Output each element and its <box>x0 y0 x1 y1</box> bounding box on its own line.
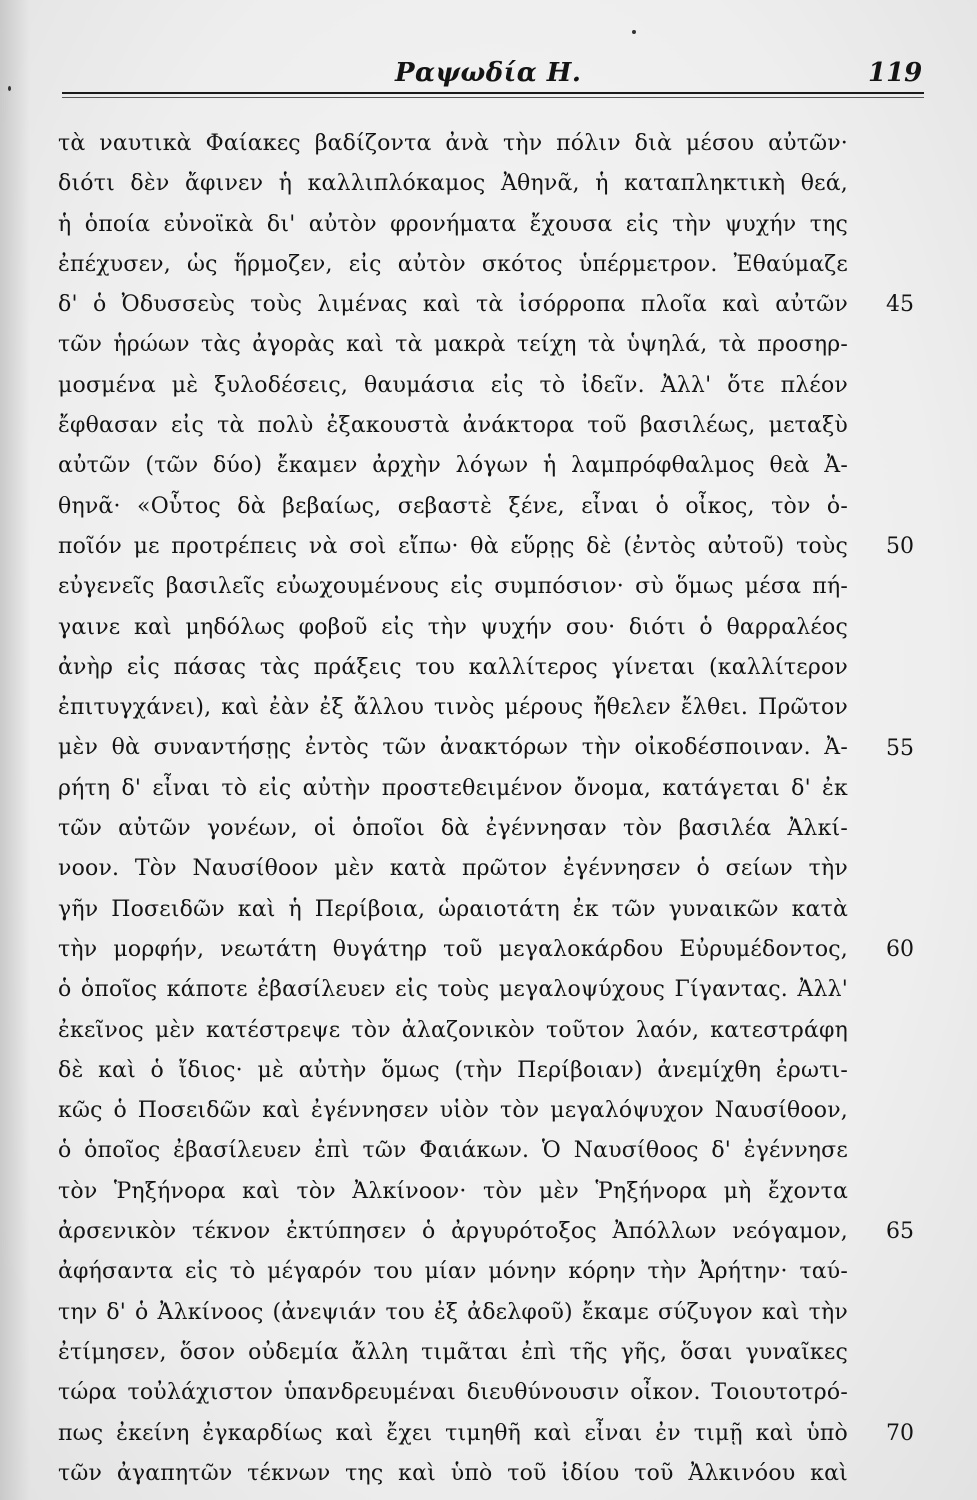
body-text <box>58 124 848 1494</box>
text-line: ρήτη δ' εἶναι τὸ εἰς αὐτὴν προστεθειμένον ὄνομα, κατάγεται δ' ἐκ <box>58 775 848 801</box>
line-number: 60 <box>886 937 914 962</box>
text-line: ἐτίμησεν, ὅσον οὐδεμία ἄλλη τιμᾶται ἐπὶ τῆς γῆς, ὅσαι γυναῖκες <box>58 1339 848 1365</box>
text-line: ποῖόν με προτρέπεις νὰ σοὶ εἴπω· θὰ εὕρῃς δὲ (ἐντὸς αὐτοῦ) τοὺς <box>58 533 848 559</box>
text-line: ἀνὴρ εἰς πάσας τὰς πράξεις του καλλίτερος γίνεται (καλλίτερον <box>58 654 848 680</box>
running-header-title: Ραψωδία Η. <box>395 58 582 88</box>
text-line: τῶν ἀγαπητῶν τέκνων της καὶ ὑπὸ τοῦ ἰδίου τοῦ Ἀλκινόου καὶ <box>58 1460 848 1486</box>
line-number: 45 <box>886 292 914 318</box>
text-line: μοσμένα μὲ ξυλοδέσεις, θαυμάσια εἰς τὸ ἰδεῖν. Ἀλλ' ὅτε πλέον <box>58 372 848 398</box>
print-speck <box>632 30 636 34</box>
text-line: δὲ καὶ ὁ ἴδιος· μὲ αὐτὴν ὅμως (τὴν Περίβοιαν) ἀνεμίχθη ἐρωτι- <box>58 1057 848 1083</box>
text-line: τὸν Ῥηξήνορα καὶ τὸν Ἀλκίνοον· τὸν μὲν Ῥηξήνορα μὴ ἔχοντα <box>58 1178 848 1204</box>
text-line: ὁ ὁποῖος κάποτε ἐβασίλευεν εἰς τοὺς μεγαλοψύχους Γίγαντας. Ἀλλ' <box>58 977 848 1003</box>
text-line: τῶν αὐτῶν γονέων, οἱ ὁποῖοι δὰ ἐγέννησαν τὸν βασιλέα Ἀλκί- <box>58 816 848 842</box>
text-line: ἐπέχυσεν, ὡς ἥρμοζεν, εἰς αὐτὸν σκότος ὑπέρμετρον. Ἐθαύμαζε <box>58 251 848 277</box>
text-line: πως ἐκείνη ἐγκαρδίως καὶ ἔχει τιμηθῆ καὶ εἶναι ἐν τιμῇ καὶ ὑπὸ <box>58 1420 848 1446</box>
text-line: αὐτῶν (τῶν δύο) ἔκαμεν ἀρχὴν λόγων ἡ λαμπρόφθαλμος θεὰ Ἀ- <box>58 453 848 479</box>
text-line: ἔφθασαν εἰς τὰ πολὺ ἐξακουστὰ ἀνάκτορα τοῦ βασιλέως, μεταξὺ <box>58 413 848 439</box>
line-number: 70 <box>886 1420 914 1446</box>
print-speck <box>8 86 11 91</box>
text-line: ἐπιτυγχάνει), καὶ ἐὰν ἐξ ἄλλου τινὸς μέρους ἤθελεν ἔλθει. Πρῶτον <box>58 695 848 721</box>
text-line: τώρα τοὐλάχιστον ὑπανδρευμέναι διευθύνουσιν οἶκον. Τοιουτοτρό- <box>58 1380 848 1406</box>
header-rule <box>62 92 924 94</box>
text-line: τὰ ναυτικὰ Φαίακες βαδίζοντα ἀνὰ τὴν πόλιν διὰ μέσου αὐτῶν· <box>58 131 848 156</box>
text-line: νοον. Τὸν Ναυσίθοον μὲν κατὰ πρῶτον ἐγέννησεν ὁ σείων τὴν <box>58 856 848 882</box>
text-line: γαινε καὶ μηδόλως φοβοῦ εἰς τὴν ψυχήν σου· διότι ὁ θαρραλέος <box>58 614 848 640</box>
text-line: τῶν ἡρώων τὰς ἀγορὰς καὶ τὰ μακρὰ τείχη τὰ ὑψηλά, τὰ προσηρ- <box>58 332 848 358</box>
text-line: ἡ ὁποία εὐνοϊκὰ δι' αὐτὸν φρονήματα ἔχουσα εἰς τὴν ψυχήν της <box>58 211 848 237</box>
text-line: διότι δὲν ἄφινεν ἡ καλλιπλόκαμος Ἀθηνᾶ, ἡ καταπληκτικὴ θεά, <box>58 171 848 197</box>
text-line: ἀφήσαντα εἰς τὸ μέγαρόν του μίαν μόνην κόρην τὴν Ἀρήτην· ταύ- <box>58 1259 848 1285</box>
text-line: εὐγενεῖς βασιλεῖς εὐωχουμένους εἰς συμπόσιον· σὺ ὅμως μέσα πή- <box>58 574 848 600</box>
text-line: θηνᾶ· «Οὗτος δὰ βεβαίως, σεβαστὲ ξένε, εἶναι ὁ οἶκος, τὸν ὁ- <box>58 493 848 519</box>
line-number: 65 <box>886 1219 914 1245</box>
text-line: κῶς ὁ Ποσειδῶν καὶ ἐγέννησεν υἱὸν τὸν μεγαλόψυχον Ναυσίθοον, <box>58 1098 848 1124</box>
spine-shadow <box>0 0 30 1500</box>
text-line: μὲν θὰ συναντήσῃς ἐντὸς τῶν ἀνακτόρων τὴν οἰκοδέσποιναν. Ἀ- <box>58 735 848 761</box>
text-line: ἐκεῖνος μὲν κατέστρεψε τὸν ἀλαζονικὸν τοῦτον λαόν, κατεστράφη <box>58 1017 848 1043</box>
text-line: δ' ὁ Ὀδυσσεὺς τοὺς λιμένας καὶ τὰ ἰσόρροπα πλοῖα καὶ αὐτῶν <box>58 292 848 318</box>
text-line: γῆν Ποσειδῶν καὶ ἡ Περίβοια, ὡραιοτάτη ἐκ τῶν γυναικῶν κατὰ <box>58 896 848 922</box>
text-line: τὴν μορφήν, νεωτάτη θυγάτηρ τοῦ μεγαλοκάρδου Εὐρυμέδοντος, <box>58 936 848 962</box>
page-number: 119 <box>868 58 923 88</box>
line-number: 55 <box>886 735 914 761</box>
text-line: ὁ ὁποῖος ἐβασίλευεν ἐπὶ τῶν Φαιάκων. Ὁ Ναυσίθοος δ' ἐγέννησε <box>58 1138 848 1164</box>
header-rule-thin <box>62 97 924 98</box>
text-line: ἀρσενικὸν τέκνον ἐκτύπησεν ὁ ἀργυρότοξος Ἀπόλλων νεόγαμον, <box>58 1219 848 1245</box>
text-line: την δ' ὁ Ἀλκίνοος (ἀνεψιάν του ἐξ ἀδελφοῦ) ἔκαμε σύζυγον καὶ τὴν <box>58 1299 848 1325</box>
line-number: 50 <box>886 534 914 559</box>
